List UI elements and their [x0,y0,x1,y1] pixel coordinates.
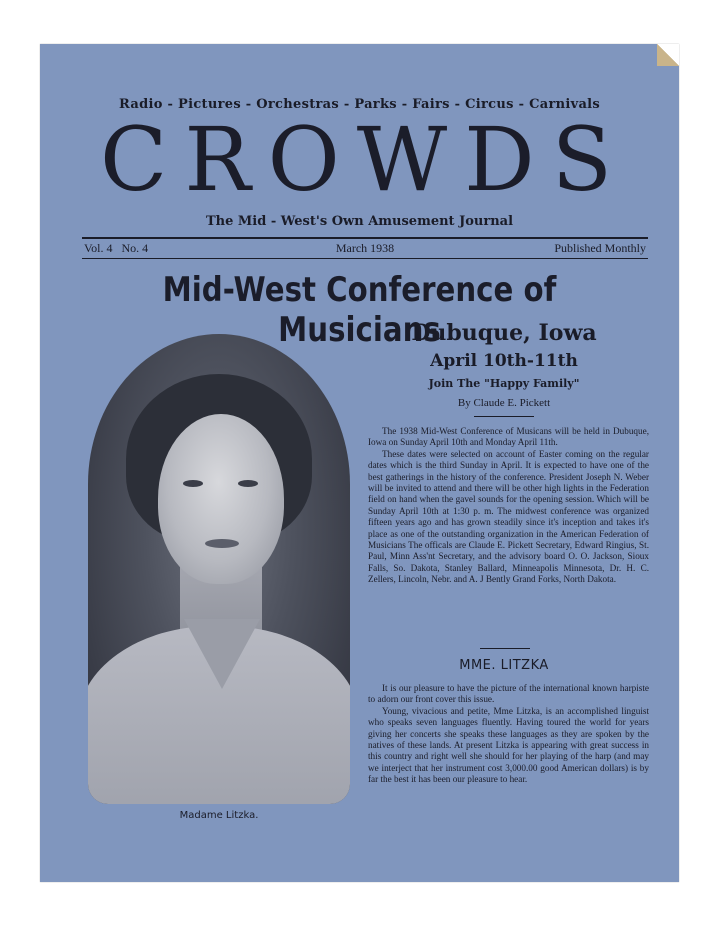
section-rule [480,648,530,649]
masthead-topline: Radio - Pictures - Orchestras - Parks - Fairs - Circus - Carnivals [118,97,601,112]
subhead-slogan: Join The "Happy Family" [428,377,580,390]
header-rule-bottom [82,258,648,259]
article-paragraph: It is our pleasure to have the picture of the international known harpiste to adorn our front cover this issue. [368,683,649,705]
folded-corner [657,44,679,66]
article-paragraph: Young, vivacious and petite, Mme Litzka, is an accomplished linguist who speaks seven languages fluently. Having toured the world for years giving her concerts she speaks these languages as they are spoken by the natives of these lands. At present Litzka is appearing with great success in this country and right well she should for her playing of the harp (and may we interject that her instrument cost 3,000.00 good American dollars) is by far the best it has been our pleasure to hear. [368,705,649,785]
main-headline: Mid-West Conference of Musicians [162,270,557,350]
cover-photo [88,334,350,804]
masthead-title: CROWDS [99,108,630,211]
subhead-city: Dubuque, Iowa [411,320,597,346]
section-title-litzka: MME. LITZKA [459,658,549,673]
subhead-dates: April 10th-11th [430,351,578,371]
article-paragraph: The 1938 Mid-West Conference of Musicans will be held in Dubuque, Iowa on Sunday April 10th and Monday April 11th. [368,426,649,448]
header-rule-top [82,237,648,239]
issue-frequency: Published Monthly [554,241,646,255]
photo-caption: Madame Litzka. [179,810,259,821]
litzka-article [368,683,649,786]
newspaper-page [40,44,679,882]
issue-bar [84,241,646,257]
issue-volume: Vol. 4 No. 4 [84,241,149,255]
article-byline: By Claude E. Pickett [457,397,551,409]
masthead-tagline: The Mid - West's Own Amusement Journal [205,214,514,229]
conference-article [368,426,649,586]
issue-date: March 1938 [335,241,395,255]
byline-rule [474,416,534,417]
article-paragraph: These dates were selected on account of Easter coming on the regular dates which is the third Sunday in April. It is expected to have one of the best gatherings in the history of the conference. President Joseph N. Weber will be invited to attend and there will be other high lights in the Federation field on hand when the gavel sounds for the opening session. Which will be Sunday April 10th at 1:30 p. m. The midwest conference was organized fifteen years ago and has grown steadily since it's inception and takes it's place as one of the outstanding organization in the American Federation of Musicians The officals are Claude E. Pickett Secretary, Edward Ringius, St. Paul, Minn Ass'nt Secretary, and the advisory board O. O. Jackson, Sioux Falls, So. Dakota, Stanley Ballard, Minneapolis Minnesota, Dr. H. C. Zellers, Lincoln, Nebr. and A. J Bently Grand Forks, North Dakota. [368,448,649,585]
